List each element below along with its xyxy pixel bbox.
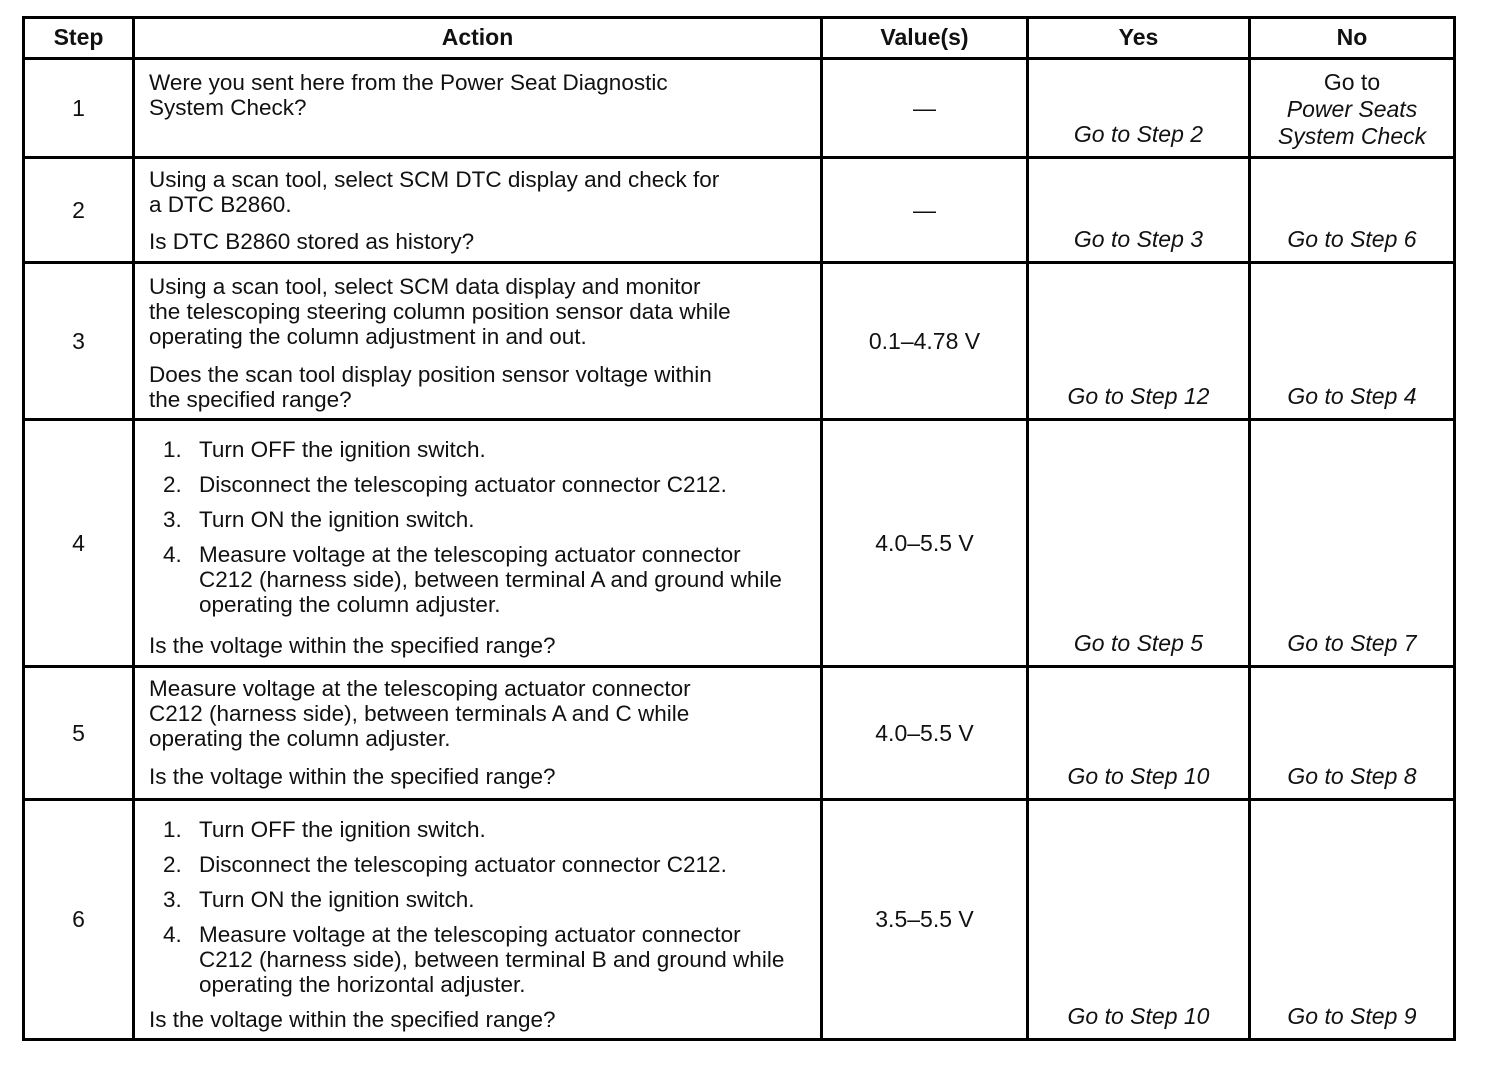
list-item-text: Measure voltage at the telescoping actuator connector C212 (harness side), between terminal B and ground while operating the horizontal adjuster.: [199, 922, 785, 997]
no-goto-link[interactable]: Go to Step 4: [1287, 383, 1417, 409]
list-item: [163, 437, 810, 462]
action-question: Is the voltage within the specified range?: [149, 1007, 556, 1032]
no-goto-link[interactable]: Go to Step 7: [1287, 630, 1417, 656]
value-text: 0.1–4.78 V: [868, 327, 981, 354]
action-cell: [135, 159, 823, 261]
yes-cell: [1029, 159, 1251, 261]
step-number: 2: [25, 159, 135, 261]
yes-goto-link[interactable]: Go to Step 12: [1067, 383, 1210, 409]
list-item: [163, 887, 810, 912]
no-goto-link[interactable]: Go to Step 6: [1287, 226, 1417, 252]
yes-goto-link[interactable]: Go to Step 5: [1073, 630, 1204, 656]
list-item-number: 3.: [163, 887, 182, 912]
action-steps-list: [163, 817, 810, 1007]
yes-cell: [1029, 264, 1251, 418]
table-row-step-4: [25, 421, 1453, 668]
no-cell: [1251, 60, 1453, 156]
action-text: Using a scan tool, select SCM data display and monitor the telescoping steering column position sensor data while operating the column adjustment in and out.: [149, 274, 731, 349]
list-item-text: Turn ON the ignition switch.: [199, 887, 475, 912]
list-item: [163, 922, 810, 997]
no-cell: [1251, 159, 1453, 261]
action-cell: [135, 421, 823, 665]
list-item: [163, 542, 810, 617]
value-text: —: [913, 196, 936, 223]
yes-goto-link[interactable]: Go to Step 10: [1067, 763, 1210, 789]
no-cell: [1251, 668, 1453, 798]
yes-goto-link[interactable]: Go to Step 10: [1067, 1003, 1210, 1029]
action-cell: [135, 60, 823, 156]
action-text: Were you sent here from the Power Seat Diagnostic System Check?: [149, 70, 668, 120]
table-row-step-1: [25, 60, 1453, 159]
value-cell: [823, 421, 1029, 665]
list-item-text: Turn OFF the ignition switch.: [199, 817, 486, 842]
action-cell: [135, 264, 823, 418]
action-question: Is DTC B2860 stored as history?: [149, 229, 475, 254]
action-question: Does the scan tool display position sensor voltage within the specified range?: [149, 362, 712, 412]
list-item-text: Measure voltage at the telescoping actuator connector C212 (harness side), between terminal A and ground while operating the column adjuster.: [199, 542, 782, 617]
action-cell: [135, 668, 823, 798]
header-step: Step: [25, 19, 135, 57]
list-item-number: 1.: [163, 817, 182, 842]
list-item-number: 3.: [163, 507, 182, 532]
list-item-number: 4.: [163, 542, 182, 567]
header-no: No: [1336, 24, 1368, 50]
action-steps-list: [163, 437, 810, 627]
value-cell: [823, 159, 1029, 261]
yes-cell: [1029, 421, 1251, 665]
value-text: 4.0–5.5 V: [875, 529, 974, 556]
no-goto-link[interactable]: [1251, 69, 1453, 150]
header-yes: Yes: [1029, 19, 1251, 57]
list-item-text: Turn ON the ignition switch.: [199, 507, 475, 532]
no-goto-line-3: System Check: [1277, 123, 1427, 149]
yes-goto-link[interactable]: Go to Step 3: [1073, 226, 1204, 252]
list-item-text: Disconnect the telescoping actuator connector C212.: [199, 852, 727, 877]
yes-goto-link[interactable]: Go to Step 2: [1073, 121, 1204, 147]
no-goto-line-1: Go to: [1323, 69, 1381, 95]
action-text: Measure voltage at the telescoping actuator connector C212 (harness side), between terminals A and C while operating the column adjuster.: [149, 676, 691, 751]
list-item: [163, 507, 810, 532]
list-item: [163, 817, 810, 842]
no-goto-line-2: Power Seats: [1286, 96, 1418, 122]
list-item-number: 1.: [163, 437, 182, 462]
list-item-text: Turn OFF the ignition switch.: [199, 437, 486, 462]
diagnostic-table: [22, 16, 1456, 1041]
no-goto-link[interactable]: Go to Step 8: [1287, 763, 1417, 789]
header-values: Value(s): [823, 19, 1029, 57]
list-item: [163, 472, 810, 497]
list-item-number: 2.: [163, 472, 182, 497]
step-number: 4: [25, 421, 135, 665]
list-item-number: 4.: [163, 922, 182, 947]
no-cell: [1251, 801, 1453, 1038]
no-cell: [1251, 264, 1453, 418]
no-cell: [1251, 421, 1453, 665]
step-number: 5: [25, 668, 135, 798]
action-cell: [135, 801, 823, 1038]
value-text: 4.0–5.5 V: [875, 719, 974, 746]
table-row-step-3: [25, 264, 1453, 421]
table-header-row: [25, 19, 1453, 60]
action-question: Is the voltage within the specified range?: [149, 764, 556, 789]
action-question: Is the voltage within the specified range?: [149, 633, 556, 658]
step-number: 1: [25, 60, 135, 156]
no-goto-link[interactable]: Go to Step 9: [1287, 1003, 1417, 1029]
list-item-number: 2.: [163, 852, 182, 877]
list-item: [163, 852, 810, 877]
step-number: 3: [25, 264, 135, 418]
table-row-step-2: [25, 159, 1453, 264]
value-cell: [823, 668, 1029, 798]
yes-cell: [1029, 801, 1251, 1038]
yes-cell: [1029, 60, 1251, 156]
step-number: 6: [25, 801, 135, 1038]
value-text: —: [913, 94, 936, 121]
action-text: Using a scan tool, select SCM DTC display and check for a DTC B2860.: [149, 167, 720, 217]
value-cell: [823, 801, 1029, 1038]
yes-cell: [1029, 668, 1251, 798]
table-row-step-5: [25, 668, 1453, 801]
list-item-text: Disconnect the telescoping actuator connector C212.: [199, 472, 727, 497]
value-cell: [823, 60, 1029, 156]
value-text: 3.5–5.5 V: [875, 906, 974, 932]
header-action: Action: [135, 19, 823, 57]
table-row-step-6: [25, 801, 1453, 1038]
value-cell: [823, 264, 1029, 418]
